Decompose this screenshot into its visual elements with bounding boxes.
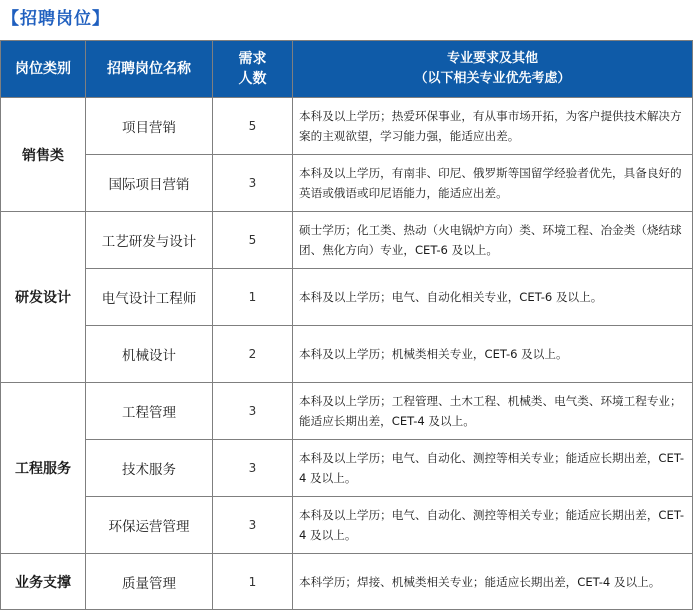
table-row [1,497,693,554]
position-name: 质量管理 [86,554,213,610]
requirements: 本科及以上学历；电气、自动化相关专业，CET-6 及以上。 [293,269,693,326]
requirements: 本科及以上学历；热爱环保事业，有从事市场开拓，为客户提供技术解决方案的主观欲望，学习能力强，能适应出差。 [293,98,693,155]
table-header-row [1,41,693,98]
headcount: 3 [213,497,293,554]
table-row [1,440,693,497]
headcount: 5 [213,212,293,269]
headcount: 1 [213,554,293,610]
position-name: 工程管理 [86,383,213,440]
header-req-line1: 专业要求及其他 [446,51,538,66]
category-cell-sales: 销售类 [1,98,86,212]
position-name: 电气设计工程师 [86,269,213,326]
category-cell-support: 业务支撑 [1,554,86,610]
requirements: 本科及以上学历，有南非、印尼、俄罗斯等国留学经验者优先，具备良好的英语或俄语或印尼语能力，能适应出差。 [293,155,693,212]
table-row [1,326,693,383]
headcount: 1 [213,269,293,326]
position-name: 环保运营管理 [86,497,213,554]
position-name: 技术服务 [86,440,213,497]
header-count-line1: 需求 [238,51,267,67]
headcount: 5 [213,98,293,155]
table-row [1,554,693,610]
position-name: 项目营销 [86,98,213,155]
headcount: 3 [213,440,293,497]
header-count-line2: 人数 [238,71,267,87]
header-requirements [293,41,693,98]
position-name: 国际项目营销 [86,155,213,212]
requirements: 本科学历；焊接、机械类相关专业；能适应长期出差，CET-4 及以上。 [293,554,693,610]
position-name: 机械设计 [86,326,213,383]
requirements: 本科及以上学历；电气、自动化、测控等相关专业；能适应长期出差，CET-4 及以上。 [293,440,693,497]
header-count [213,41,293,98]
table-row [1,212,693,269]
table-row [1,155,693,212]
header-category: 岗位类别 [1,41,86,98]
requirements: 本科及以上学历；电气、自动化、测控等相关专业；能适应长期出差，CET-4 及以上。 [293,497,693,554]
table-row [1,98,693,155]
table-row [1,269,693,326]
headcount: 2 [213,326,293,383]
headcount: 3 [213,383,293,440]
header-position: 招聘岗位名称 [86,41,213,98]
position-name: 工艺研发与设计 [86,212,213,269]
category-cell-engineering: 工程服务 [1,383,86,554]
category-cell-rnd: 研发设计 [1,212,86,383]
headcount: 3 [213,155,293,212]
requirements: 本科及以上学历；工程管理、土木工程、机械类、电气类、环境工程专业；能适应长期出差，CET-4 及以上。 [293,383,693,440]
section-heading: 【招聘岗位】 [2,9,110,29]
recruitment-table [0,40,693,610]
header-req-line2: （以下相关专业优先考虑） [414,71,571,86]
table-row [1,383,693,440]
requirements: 硕士学历；化工类、热动（火电锅炉方向）类、环境工程、冶金类（烧结球团、焦化方向）专业，CET-6 及以上。 [293,212,693,269]
requirements: 本科及以上学历；机械类相关专业，CET-6 及以上。 [293,326,693,383]
